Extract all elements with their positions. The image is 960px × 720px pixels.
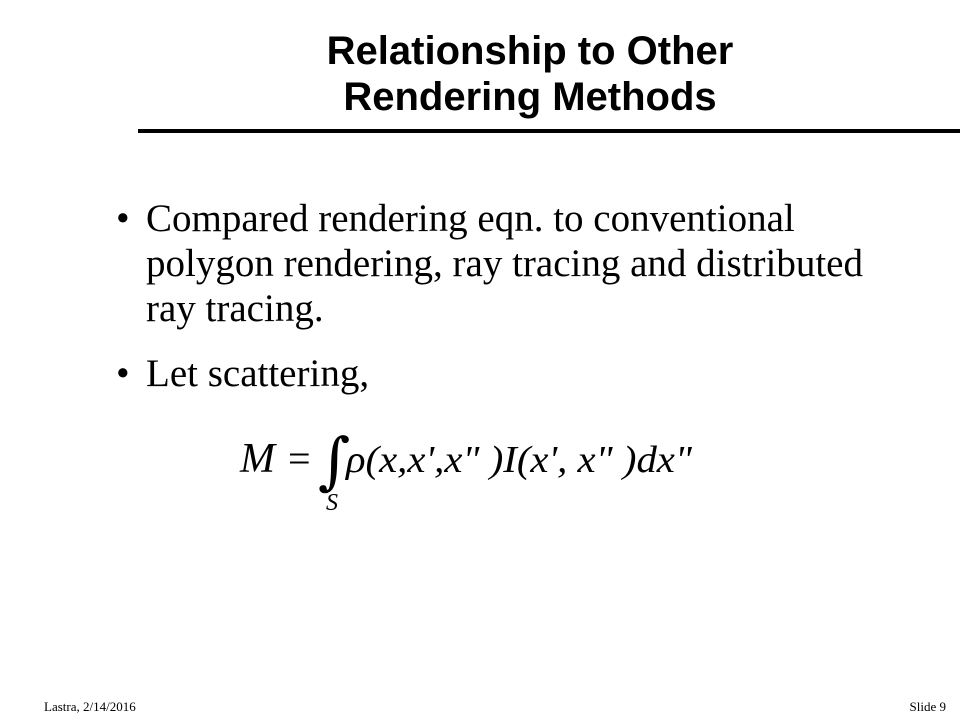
equation-graphic	[236, 418, 706, 518]
scattering-equation	[236, 418, 706, 518]
title-line-2: Rendering Methods	[343, 75, 717, 119]
bullet-list	[108, 196, 888, 396]
bullet-dot-icon: •	[116, 352, 130, 395]
bullet-text: Let scattering,	[146, 352, 370, 395]
bullet-dot-icon: •	[116, 197, 130, 240]
bullet-item-scattering	[108, 351, 888, 396]
integral-sign: ∫	[318, 424, 351, 497]
integral-lower-limit: S	[326, 490, 338, 516]
equation-integrand: ρ(x,x',x" )I(x', x" )dx"	[344, 439, 694, 481]
equation-equals: =	[288, 436, 311, 481]
equation-lhs: M	[240, 436, 275, 482]
title-line-1: Relationship to Other	[326, 29, 734, 73]
title-underline	[138, 129, 960, 133]
bullet-item-compared	[108, 196, 888, 331]
slide-title	[180, 28, 880, 120]
footer-slide-number: Slide 9	[909, 699, 946, 714]
bullet-text: Compared rendering eqn. to conventional polygon rendering, ray tracing and distributed ray tracing.	[146, 197, 863, 330]
footer-author-date: Lastra, 2/14/2016	[44, 699, 136, 714]
